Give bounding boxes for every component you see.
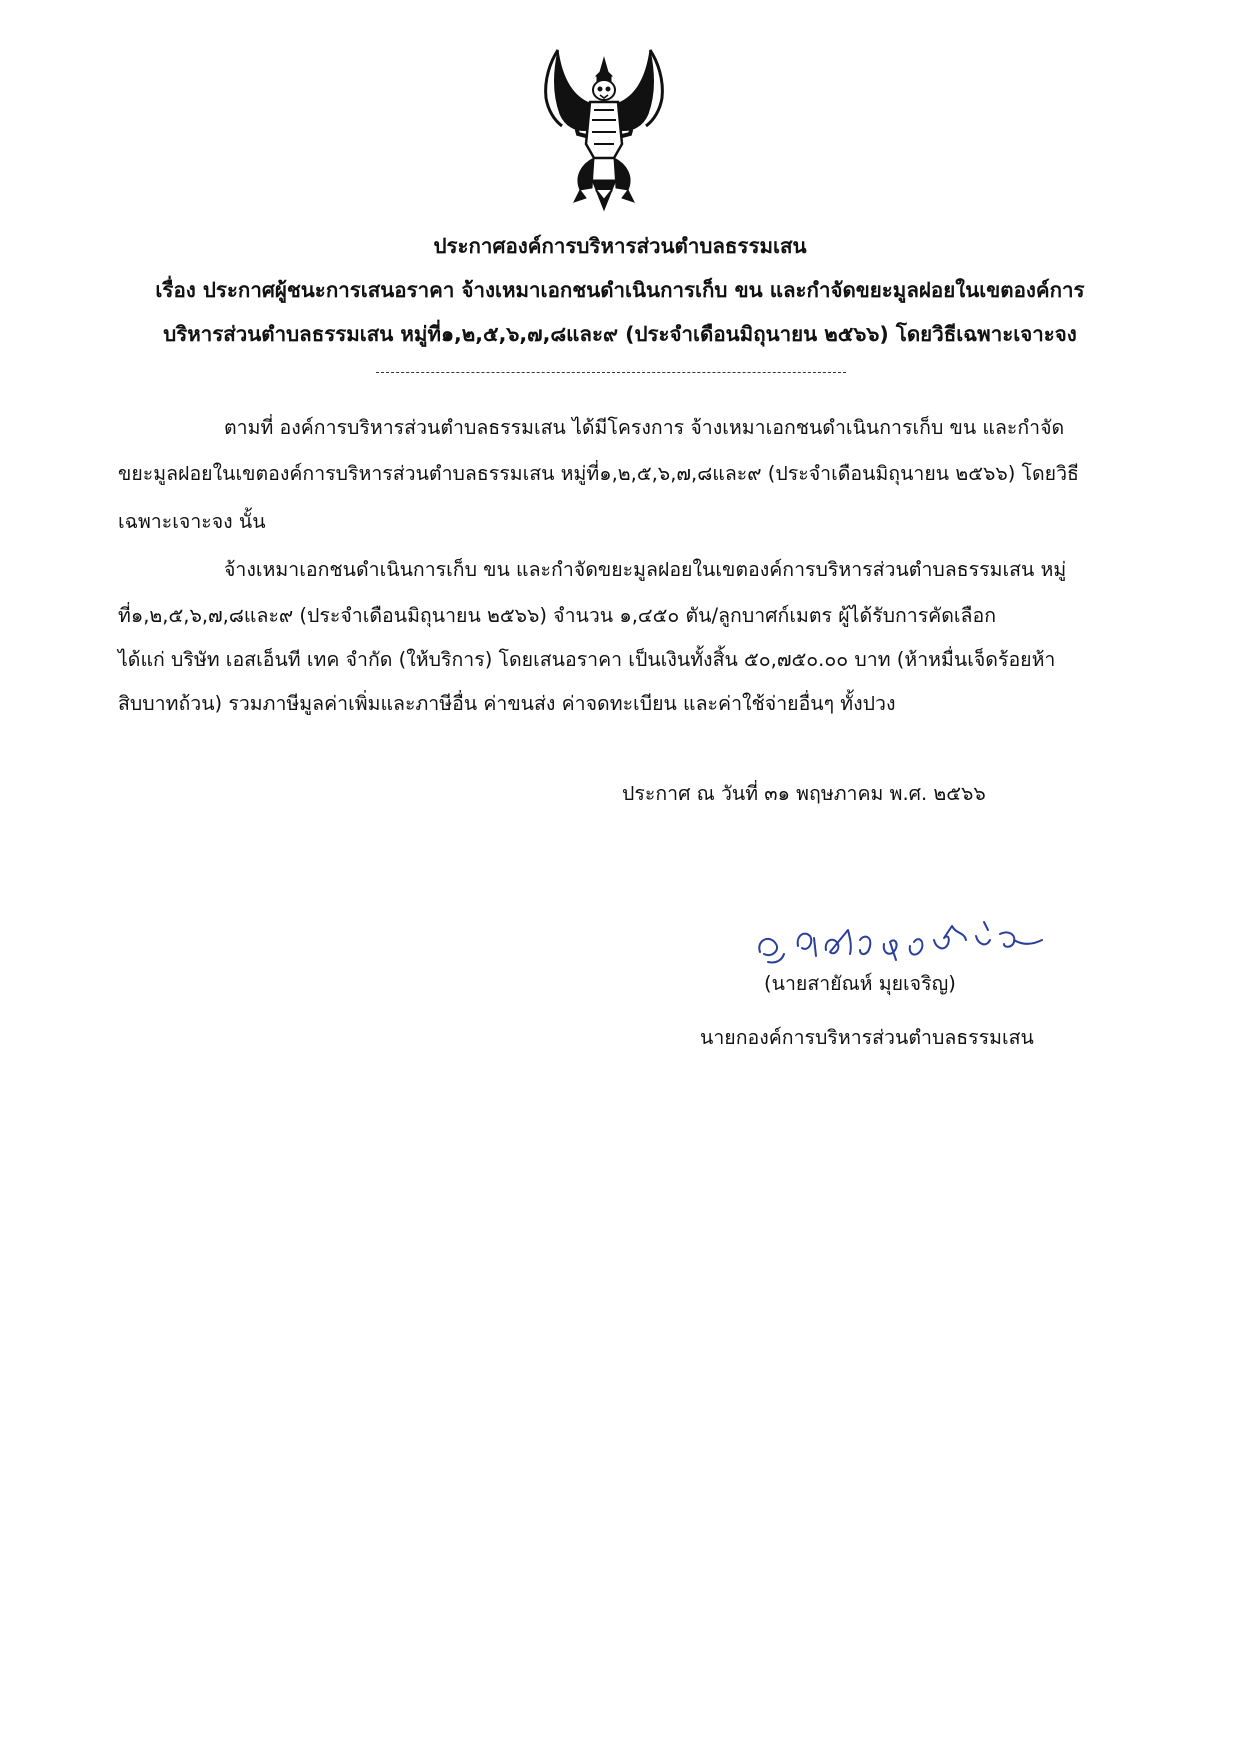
paragraph1-line: ตามที่ องค์การบริหารส่วนตำบลธรรมเสน ได้มีโครงการ จ้างเหมาเอกชนดำเนินการเก็บ ขน และกำจัด (224, 416, 1065, 439)
separator-line (376, 372, 846, 373)
paragraph2-line: ได้แก่ บริษัท เอสเอ็นที เทค จำกัด (ให้บริการ) โดยเสนอราคา เป็นเงินทั้งสิ้น ๕๐,๗๕๐.๐๐ บาท (ห้าหมื่นเจ็ดร้อยห้า (118, 648, 1056, 671)
paragraph1-line: ขยะมูลฝอยในเขตองค์การบริหารส่วนตำบลธรรมเสน หมู่ที่๑,๒,๕,๖,๗,๘และ๙ (ประจำเดือนมิถุนายน ๒๕๖๖) โดยวิธี (118, 462, 1079, 485)
announcement-date: ประกาศ ณ วันที่ ๓๑ พฤษภาคม พ.ศ. ๒๕๖๖ (622, 782, 986, 805)
subject-line-1: เรื่อง ประกาศผู้ชนะการเสนอราคา จ้างเหมาเอกชนดำเนินการเก็บ ขน และกำจัดขยะมูลฝอยในเขตองค์การ (155, 278, 1085, 302)
signer-name: (นายสายัณห์ มุยเจริญ) (764, 972, 956, 995)
document-title: ประกาศองค์การบริหารส่วนตำบลธรรมเสน (433, 234, 807, 258)
paragraph2-line: จ้างเหมาเอกชนดำเนินการเก็บ ขน และกำจัดขยะมูลฝอยในเขตองค์การบริหารส่วนตำบลธรรมเสน หมู่ (224, 558, 1067, 581)
garuda-emblem-icon (534, 40, 674, 215)
signer-title: นายกองค์การบริหารส่วนตำบลธรรมเสน (700, 1026, 1034, 1049)
paragraph2-line: สิบบาทถ้วน) รวมภาษีมูลค่าเพิ่มและภาษีอื่น ค่าขนส่ง ค่าจดทะเบียน และค่าใช้จ่ายอื่นๆ ทั้งปวง (118, 692, 896, 715)
paragraph2-line: ที่๑,๒,๕,๖,๗,๘และ๙ (ประจำเดือนมิถุนายน ๒๕๖๖) จำนวน ๑,๔๕๐ ตัน/ลูกบาศก์เมตร ผู้ได้รับการคัดเลือก (118, 604, 997, 627)
subject-line-2: บริหารส่วนตำบลธรรมเสน หมู่ที่๑,๒,๕,๖,๗,๘และ๙ (ประจำเดือนมิถุนายน ๒๕๖๖) โดยวิธีเฉพาะเจาะจง (163, 322, 1077, 346)
handwritten-signature (752, 900, 1062, 970)
paragraph1-line: เฉพาะเจาะจง นั้น (118, 510, 266, 533)
